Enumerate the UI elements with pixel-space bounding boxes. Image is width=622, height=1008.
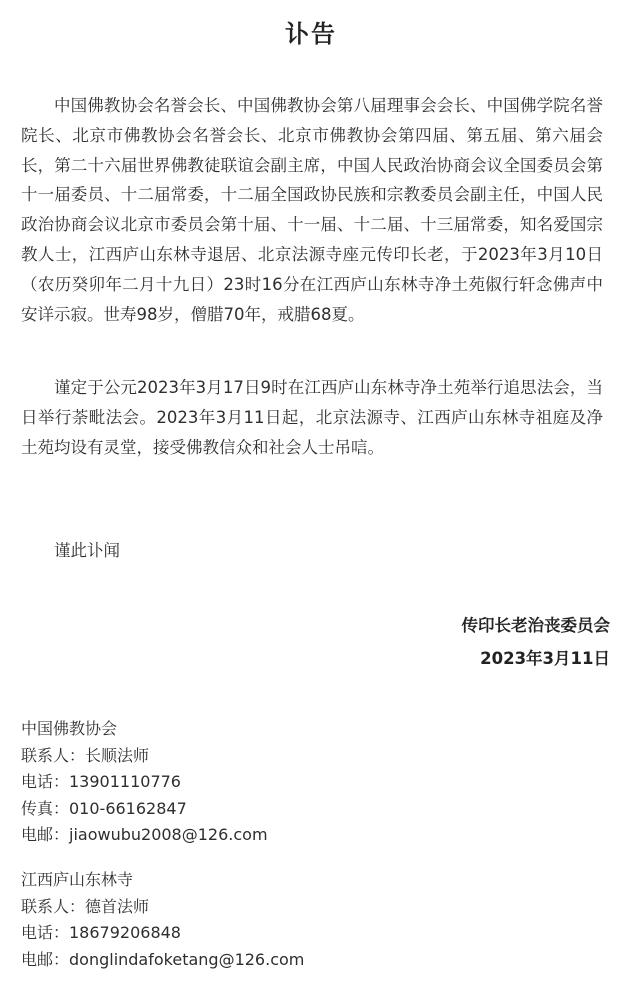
contact-block-buddhist-association: [21, 716, 268, 849]
obituary-paragraph-1: 中国佛教协会名誉会长、中国佛教协会第八届理事会会长、中国佛学院名誉院长、北京市佛教协会名誉会长、北京市佛教协会第四届、第五届、第六届会长，第二十六届世界佛教徒联谊会副主席，中国人民政治协商会议全国委员会第十一届委员、十二届常委，十二届全国政协民族和宗教委员会副主任，中国人民政治协商会议北京市委员会第十届、十一届、十二届、十三届常委，知名爱国宗教人士，江西庐山东林寺退居、北京法源寺座元传印长老，于2023年3月10日（农历癸卯年二月十九日）23时16分在江西庐山东林寺净土苑俶行轩念佛声中安详示寂。世寿98岁，僧腊70年，戒腊68夏。: [21, 96, 603, 324]
contact-organization: 江西庐山东林寺: [21, 870, 134, 889]
page-title: 讣告: [285, 20, 337, 48]
contact-block-donglin-temple: [21, 867, 304, 973]
contact-email: 电邮：donglindafoketang@126.com: [21, 949, 305, 969]
obituary-paragraph-2: 谨定于公元2023年3月17日9时在江西庐山东林寺净土苑举行追思法会，当日举行荼毗法会。2023年3月11日起，北京法源寺、江西庐山东林寺祖庭及净土苑均设有灵堂，接受佛教信众和社会人士吊唁。: [21, 378, 603, 457]
contact-person: 联系人：德首法师: [21, 896, 150, 916]
contact-phone: 电话：13901110776: [21, 772, 181, 791]
signature-organization: 传印长老治丧委员会: [461, 616, 610, 635]
contact-organization: 中国佛教协会: [21, 719, 118, 738]
contact-fax: 传真：010-66162847: [21, 798, 187, 818]
signature-date: 2023年3月11日: [480, 649, 610, 668]
closing-text: 谨此讣闻: [54, 541, 120, 560]
contact-email: 电邮：jiaowubu2008@126.com: [21, 825, 268, 844]
contact-person: 联系人：长顺法师: [21, 745, 150, 765]
contact-phone: 电话：18679206848: [21, 923, 181, 942]
